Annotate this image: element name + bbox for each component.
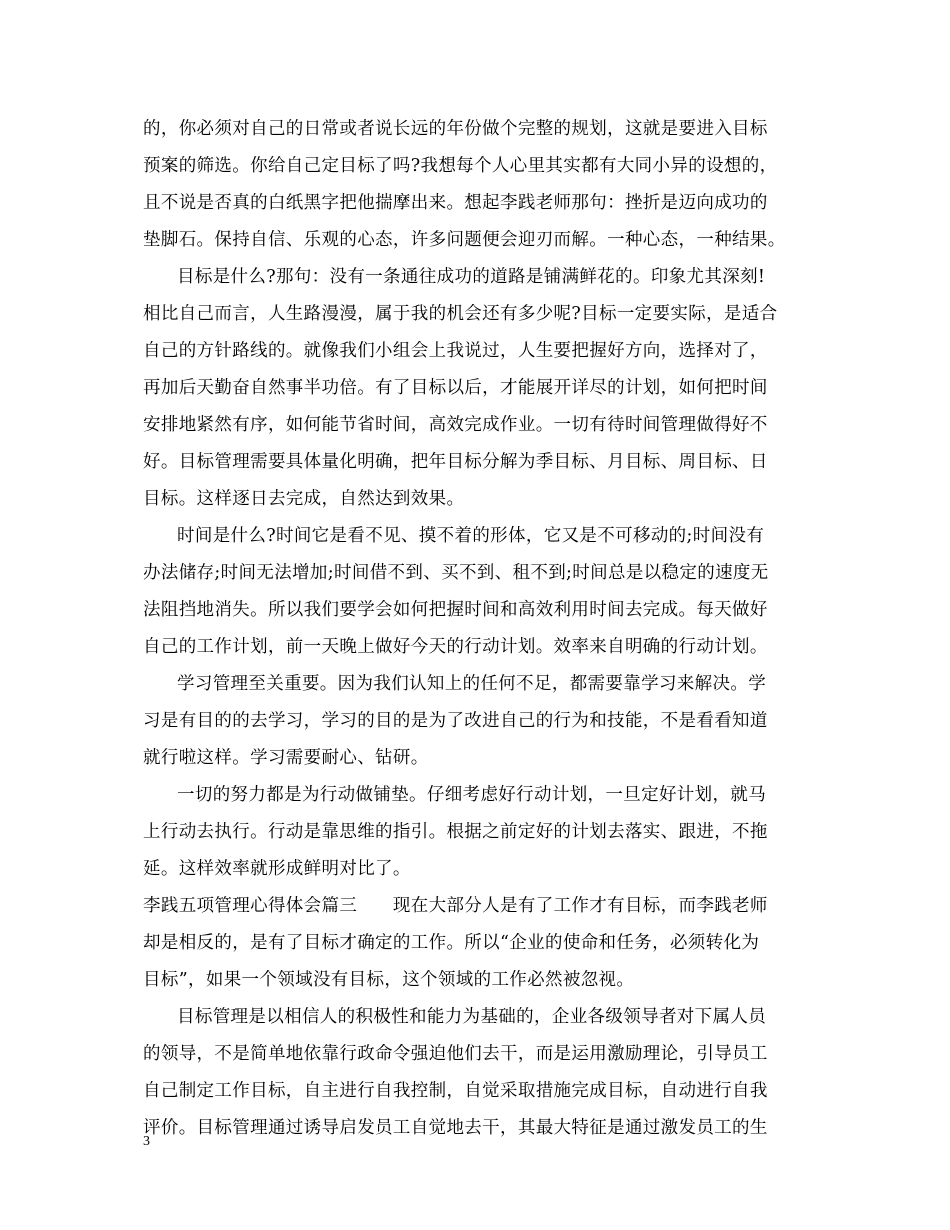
text-line: 目标。这样逐日去完成，自然达到效果。 bbox=[143, 489, 465, 509]
text-line: 目标”，如果一个领域没有目标，这个领域的工作必然被忽视。 bbox=[143, 970, 635, 990]
text-line: 再加后天勤奋自然事半功倍。有了目标以后，才能展开详尽的计划，如何把时间 bbox=[143, 378, 768, 398]
text-line: 预案的筛选。你给自己定目标了吗?我想每个人心里其实都有大同小异的设想的， bbox=[143, 156, 778, 176]
page-number: 3 bbox=[143, 1134, 150, 1149]
text-line: 且不说是否真的白纸黑字把他揣摩出来。想起李践老师那句：挫折是迈向成功的 bbox=[143, 193, 768, 213]
text-line: 目标管理是以相信人的积极性和能力为基础的，企业各级领导者对下属人员 bbox=[177, 1007, 767, 1027]
text-line: 学习管理至关重要。因为我们认知上的任何不足，都需要靠学习来解决。学 bbox=[177, 674, 767, 694]
text-line: 好。目标管理需要具体量化明确，把年目标分解为季目标、月目标、周目标、日 bbox=[143, 452, 768, 472]
text-line: 法阻挡地消失。所以我们要学会如何把握时间和高效利用时间去完成。每天做好 bbox=[143, 600, 768, 620]
text-line: 却是相反的，是有了目标才确定的工作。所以“企业的使命和任务，必须转化为 bbox=[143, 933, 760, 953]
text-line: 自己制定工作目标，自主进行自我控制，自觉采取措施完成目标，自动进行自我 bbox=[143, 1081, 768, 1101]
text-line: 安排地紧然有序，如何能节省时间，高效完成作业。一切有待时间管理做得好不 bbox=[143, 415, 768, 435]
text-line: 的领导，不是简单地依靠行政命令强迫他们去干，而是运用激励理论，引导员工 bbox=[143, 1044, 768, 1064]
text-line: 自己的方针路线的。就像我们小组会上我说过，人生要把握好方向，选择对了， bbox=[143, 341, 768, 361]
text-line: 上行动去执行。行动是靠思维的指引。根据之前定好的计划去落实、跟进，不拖 bbox=[143, 822, 768, 842]
text-line: 垫脚石。保持自信、乐观的心态，许多问题便会迎刃而解。一种心态，一种结果。 bbox=[143, 230, 786, 250]
text-line: 办法储存;时间无法增加;时间借不到、买不到、租不到;时间总是以稳定的速度无 bbox=[143, 563, 769, 583]
section-heading-line: 李践五项管理心得体会篇三 现在大部分人是有了工作才有目标，而李践老师 bbox=[143, 896, 768, 916]
text-line: 时间是什么?时间它是看不见、摸不着的形体，它又是不可移动的;时间没有 bbox=[177, 526, 765, 546]
text-line: 的，你必须对自己的日常或者说长远的年份做个完整的规划，这就是要进入目标 bbox=[143, 119, 768, 139]
text-line: 习是有目的的去学习，学习的目的是为了改进自己的行为和技能，不是看看知道 bbox=[143, 711, 768, 731]
text-line: 就行啦这样。学习需要耐心、钻研。 bbox=[143, 748, 429, 768]
text-line: 延。这样效率就形成鲜明对比了。 bbox=[143, 859, 411, 879]
text-line: 相比自己而言，人生路漫漫，属于我的机会还有多少呢?目标一定要实际，是适合 bbox=[143, 304, 778, 324]
text-line: 评价。目标管理通过诱导启发员工自觉地去干，其最大特征是通过激发员工的生 bbox=[143, 1118, 768, 1138]
text-line: 自己的工作计划，前一天晚上做好今天的行动计划。效率来自明确的行动计划。 bbox=[143, 637, 768, 657]
text-line: 目标是什么?那句：没有一条通往成功的道路是铺满鲜花的。印象尤其深刻! bbox=[177, 267, 766, 287]
text-line: 一切的努力都是为行动做铺垫。仔细考虑好行动计划，一旦定好计划，就马 bbox=[177, 785, 767, 805]
